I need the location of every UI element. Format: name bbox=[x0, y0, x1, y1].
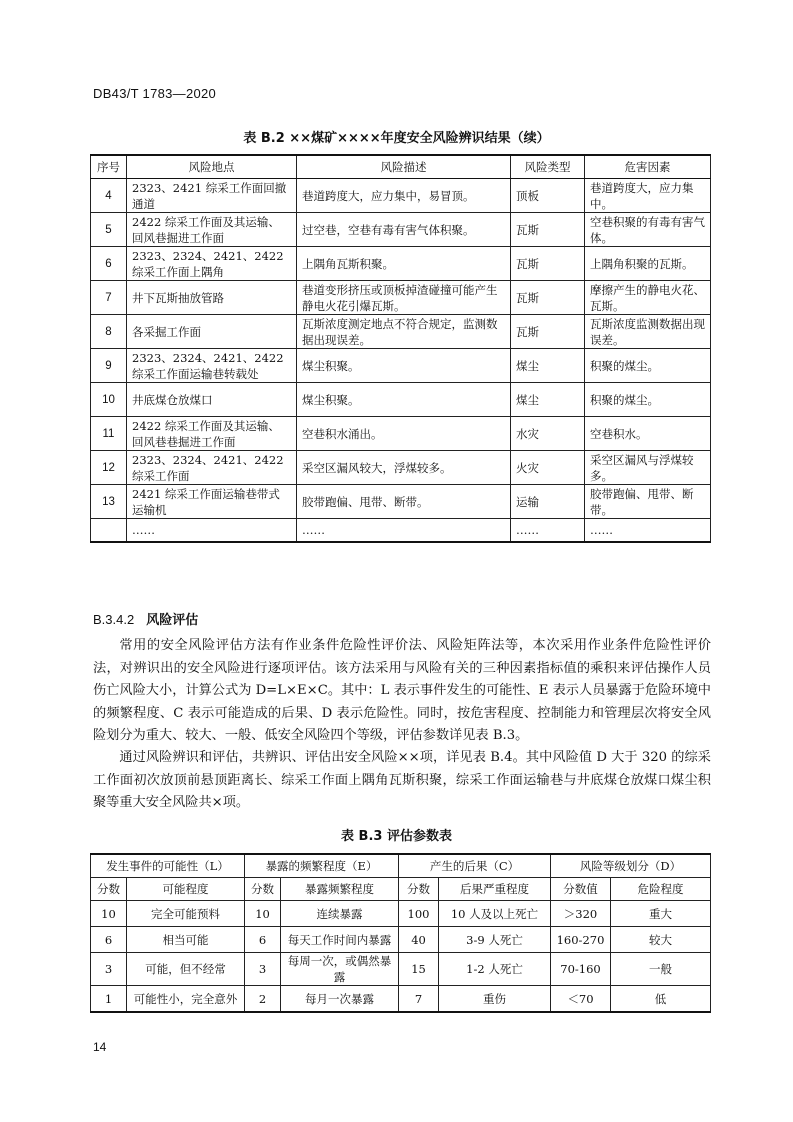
table-cell: 100 bbox=[399, 901, 439, 927]
table-cell: 可能，但不经常 bbox=[127, 953, 245, 986]
group-header-exposure: 暴露的频繁程度（E） bbox=[245, 854, 399, 878]
table-cell: ＞320 bbox=[551, 901, 611, 927]
sub-header-row bbox=[91, 878, 711, 901]
cell-no: 4 bbox=[91, 179, 127, 213]
table-cell: 低 bbox=[611, 986, 711, 1013]
cell-factor: 上隅角积聚的瓦斯。 bbox=[585, 247, 711, 281]
sub-header: 后果严重程度 bbox=[439, 878, 551, 901]
cell-no: 12 bbox=[91, 451, 127, 485]
table-cell: 3-9 人死亡 bbox=[439, 927, 551, 953]
cell-location: 井底煤仓放煤口 bbox=[127, 383, 297, 417]
table-cell: 每周一次，或偶然暴露 bbox=[281, 953, 399, 986]
cell-description: 胶带跑偏、甩带、断带。 bbox=[297, 485, 511, 519]
cell-factor: 空巷积水。 bbox=[585, 417, 711, 451]
cell-factor: 巷道跨度大，应力集中。 bbox=[585, 179, 711, 213]
cell-factor: 积聚的煤尘。 bbox=[585, 349, 711, 383]
table-cell: 可能性小，完全意外 bbox=[127, 986, 245, 1013]
cell-description: 空巷积水涌出。 bbox=[297, 417, 511, 451]
table-row bbox=[91, 901, 711, 927]
header-factor: 危害因素 bbox=[585, 155, 711, 179]
table-row bbox=[91, 383, 711, 417]
cell-description: 过空巷，空巷有毒有害气体积聚。 bbox=[297, 213, 511, 247]
header-no: 序号 bbox=[91, 155, 127, 179]
cell-type: 煤尘 bbox=[511, 383, 585, 417]
cell-type: 瓦斯 bbox=[511, 213, 585, 247]
cell-factor: 胶带跑偏、甩带、断带。 bbox=[585, 485, 711, 519]
table-cell: 15 bbox=[399, 953, 439, 986]
table-cell: 连续暴露 bbox=[281, 901, 399, 927]
section-title: 风险评估 bbox=[146, 613, 199, 628]
cell-type: 顶板 bbox=[511, 179, 585, 213]
table-row bbox=[91, 953, 711, 986]
sub-header: 分数值 bbox=[551, 878, 611, 901]
table-cell: ＜70 bbox=[551, 986, 611, 1013]
table-row bbox=[91, 417, 711, 451]
cell-factor: 空巷积聚的有毒有害气体。 bbox=[585, 213, 711, 247]
table-cell: 1-2 人死亡 bbox=[439, 953, 551, 986]
cell-description: …… bbox=[297, 519, 511, 542]
cell-location: 2323、2324、2421、2422 综采工作面运输巷转载处 bbox=[127, 349, 297, 383]
document-code: DB43/T 1783—2020 bbox=[93, 86, 217, 101]
cell-factor: …… bbox=[585, 519, 711, 542]
cell-location: 2323、2324、2421、2422 综采工作面 bbox=[127, 451, 297, 485]
cell-type: 瓦斯 bbox=[511, 281, 585, 315]
cell-type: 水灾 bbox=[511, 417, 585, 451]
cell-description: 煤尘积聚。 bbox=[297, 383, 511, 417]
table-row bbox=[91, 213, 711, 247]
table-cell: 6 bbox=[91, 927, 127, 953]
cell-location: 2421 综采工作面运输巷带式运输机 bbox=[127, 485, 297, 519]
table-cell: 3 bbox=[91, 953, 127, 986]
table-cell: 10 bbox=[91, 901, 127, 927]
cell-type: 瓦斯 bbox=[511, 315, 585, 349]
table-cell: 相当可能 bbox=[127, 927, 245, 953]
cell-no: 6 bbox=[91, 247, 127, 281]
sub-header: 分数 bbox=[399, 878, 439, 901]
table-row bbox=[91, 315, 711, 349]
group-header-likelihood: 发生事件的可能性（L） bbox=[91, 854, 245, 878]
group-header-row bbox=[91, 854, 711, 878]
table-cell: 70-160 bbox=[551, 953, 611, 986]
table-row bbox=[91, 485, 711, 519]
table-row bbox=[91, 451, 711, 485]
table-header-row bbox=[91, 155, 711, 179]
cell-factor: 积聚的煤尘。 bbox=[585, 383, 711, 417]
table-cell: 一般 bbox=[611, 953, 711, 986]
cell-type: 火灾 bbox=[511, 451, 585, 485]
table-cell: 160-270 bbox=[551, 927, 611, 953]
sub-header: 分数 bbox=[91, 878, 127, 901]
table-cell: 40 bbox=[399, 927, 439, 953]
cell-no bbox=[91, 519, 127, 542]
table-cell: 2 bbox=[245, 986, 281, 1013]
section-number: B.3.4.2 bbox=[93, 612, 135, 627]
table-cell: 每月一次暴露 bbox=[281, 986, 399, 1013]
group-header-consequence: 产生的后果（C） bbox=[399, 854, 551, 878]
table-row bbox=[91, 247, 711, 281]
paragraph-result: 通过风险辨识和评估，共辨识、评估出安全风险××项，详见表 B.4。其中风险值 D 大于 320 的综采工作面初次放顶前悬顶距离长、综采工作面上隅角瓦斯积聚，综采工作面运输巷与井底煤仓放煤口煤尘积聚等重大安全风险共×项。 bbox=[93, 750, 711, 810]
table-cell: 6 bbox=[245, 927, 281, 953]
table-cell: 重大 bbox=[611, 901, 711, 927]
cell-location: 2323、2421 综采工作面回撤通道 bbox=[127, 179, 297, 213]
header-type: 风险类型 bbox=[511, 155, 585, 179]
cell-description: 上隅角瓦斯积聚。 bbox=[297, 247, 511, 281]
table-cell: 10 bbox=[245, 901, 281, 927]
table-cell: 7 bbox=[399, 986, 439, 1013]
cell-no: 11 bbox=[91, 417, 127, 451]
table-cell: 较大 bbox=[611, 927, 711, 953]
cell-factor: 采空区漏风与浮煤较多。 bbox=[585, 451, 711, 485]
cell-no: 5 bbox=[91, 213, 127, 247]
cell-description: 巷道跨度大，应力集中，易冒顶。 bbox=[297, 179, 511, 213]
group-header-risk-level: 风险等级划分（D） bbox=[551, 854, 711, 878]
section-heading bbox=[93, 609, 198, 628]
cell-description: 采空区漏风较大，浮煤较多。 bbox=[297, 451, 511, 485]
sub-header: 暴露频繁程度 bbox=[281, 878, 399, 901]
table-row bbox=[91, 927, 711, 953]
cell-type: 运输 bbox=[511, 485, 585, 519]
cell-factor: 摩擦产生的静电火花、瓦斯。 bbox=[585, 281, 711, 315]
table-cell: 3 bbox=[245, 953, 281, 986]
table-b2-caption: 表 B.2 ××煤矿××××年度安全风险辨识结果（续） bbox=[243, 131, 550, 146]
table-row bbox=[91, 519, 711, 542]
cell-description: 巷道变形挤压或顶板掉渣碰撞可能产生静电火花引爆瓦斯。 bbox=[297, 281, 511, 315]
cell-description: 瓦斯浓度测定地点不符合规定，监测数据出现误差。 bbox=[297, 315, 511, 349]
cell-location: 各采掘工作面 bbox=[127, 315, 297, 349]
table-cell: 完全可能预料 bbox=[127, 901, 245, 927]
cell-type: 煤尘 bbox=[511, 349, 585, 383]
cell-location: …… bbox=[127, 519, 297, 542]
cell-no: 8 bbox=[91, 315, 127, 349]
evaluation-parameter-table bbox=[90, 853, 711, 1013]
cell-location: 2422 综采工作面及其运输、回风巷巷掘进工作面 bbox=[127, 417, 297, 451]
table-row bbox=[91, 179, 711, 213]
table-cell: 10 人及以上死亡 bbox=[439, 901, 551, 927]
page-number: 14 bbox=[93, 1040, 107, 1054]
table-row bbox=[91, 281, 711, 315]
paragraph-method: 常用的安全风险评估方法有作业条件危险性评价法、风险矩阵法等，本次采用作业条件危险性评价法，对辨识出的安全风险进行逐项评估。该方法采用与风险有关的三种因素指标值的乘积来评估操作人员伤亡风险大小，计算公式为 D=L×E×C。其中：L 表示事件发生的可能性、E 表示人员暴露于危险环境中的频繁程度、C 表示可能造成的后果、D 表示危险性。同时，按危害程度、控制能力和管理层次将安全风险划分为重大、较大、一般、低安全风险四个等级，评估参数详见表 B.3。 bbox=[93, 638, 711, 743]
cell-no: 13 bbox=[91, 485, 127, 519]
table-cell: 1 bbox=[91, 986, 127, 1013]
risk-identification-table bbox=[90, 154, 711, 543]
table-row bbox=[91, 986, 711, 1013]
cell-description: 煤尘积聚。 bbox=[297, 349, 511, 383]
sub-header: 分数 bbox=[245, 878, 281, 901]
table-cell: 每天工作时间内暴露 bbox=[281, 927, 399, 953]
table-b3-caption: 表 B.3 评估参数表 bbox=[341, 829, 452, 844]
header-description: 风险描述 bbox=[297, 155, 511, 179]
sub-header: 危险程度 bbox=[611, 878, 711, 901]
header-location: 风险地点 bbox=[127, 155, 297, 179]
cell-factor: 瓦斯浓度监测数据出现误差。 bbox=[585, 315, 711, 349]
table-cell: 重伤 bbox=[439, 986, 551, 1013]
cell-location: 2422 综采工作面及其运输、回风巷掘进工作面 bbox=[127, 213, 297, 247]
cell-no: 10 bbox=[91, 383, 127, 417]
cell-location: 井下瓦斯抽放管路 bbox=[127, 281, 297, 315]
cell-no: 7 bbox=[91, 281, 127, 315]
cell-type: 瓦斯 bbox=[511, 247, 585, 281]
cell-location: 2323、2324、2421、2422 综采工作面上隅角 bbox=[127, 247, 297, 281]
sub-header: 可能程度 bbox=[127, 878, 245, 901]
table-row bbox=[91, 349, 711, 383]
cell-no: 9 bbox=[91, 349, 127, 383]
cell-type: …… bbox=[511, 519, 585, 542]
